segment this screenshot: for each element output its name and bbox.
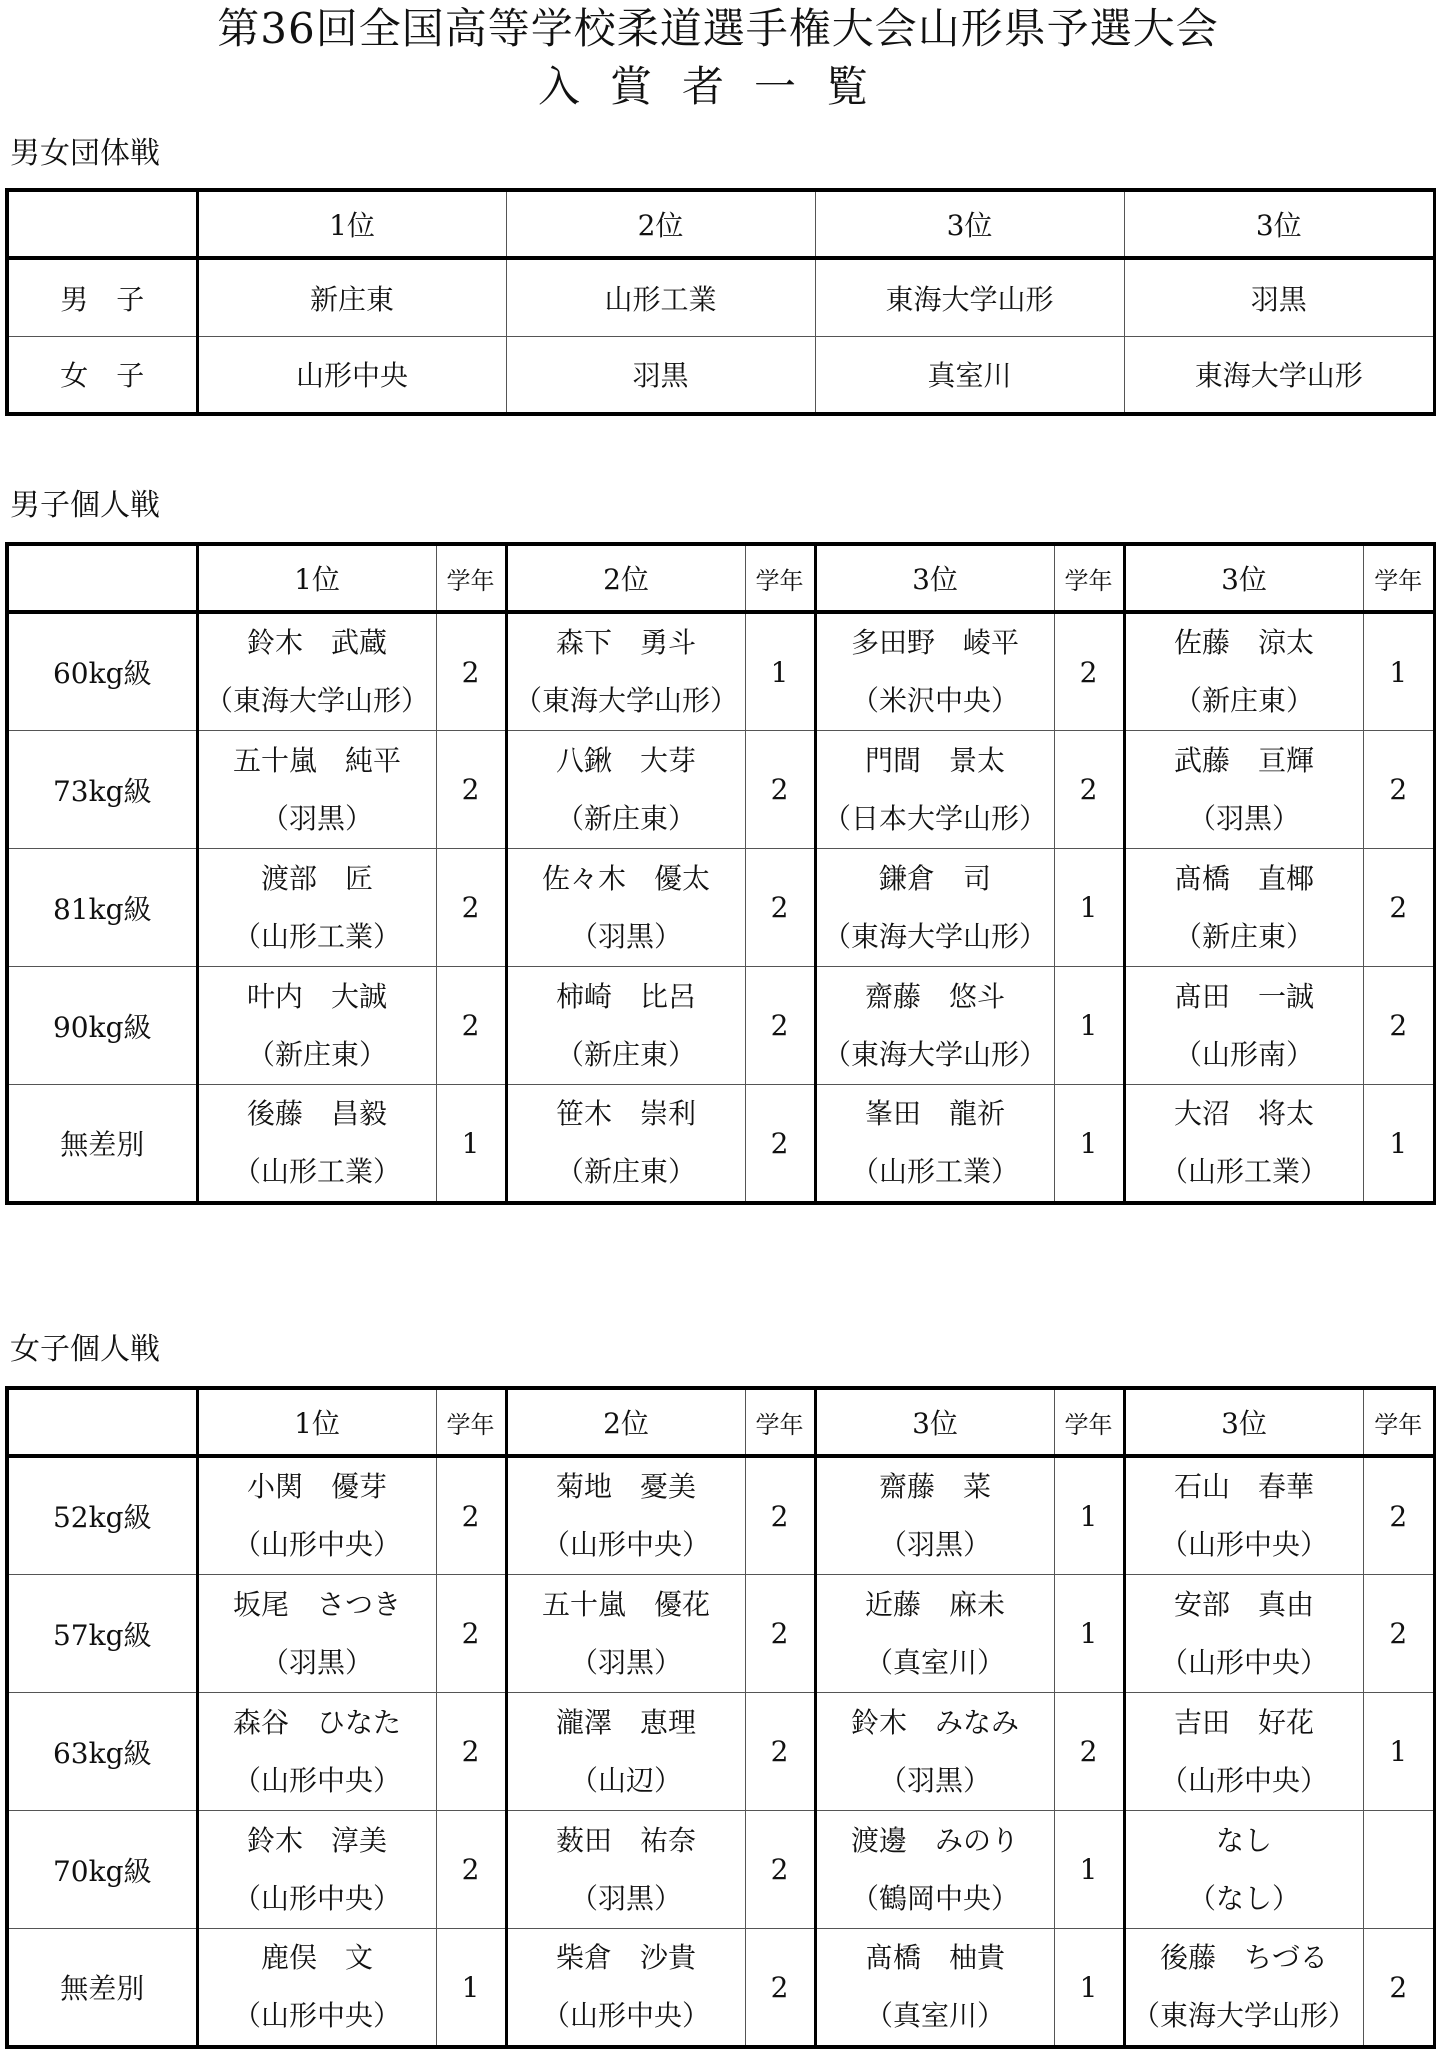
- winner-cell: [815, 1575, 1054, 1693]
- grade-header: 学年: [1363, 544, 1435, 612]
- team-cell: 羽黒: [1124, 258, 1435, 336]
- winner-school: （羽黒）: [1187, 801, 1300, 835]
- grade-header: 学年: [745, 1388, 815, 1456]
- winner-grade: 1: [1054, 1456, 1124, 1575]
- weight-class: 63kg級: [7, 1693, 197, 1811]
- weight-class: 無差別: [7, 1085, 197, 1204]
- winner-grade: 1: [436, 1085, 506, 1204]
- weight-class: 73kg級: [7, 731, 197, 849]
- winner-cell: [1124, 967, 1363, 1085]
- team-table: [5, 188, 1436, 416]
- winner-grade: 1: [1054, 1085, 1124, 1204]
- winner-cell: [1124, 1456, 1363, 1575]
- winner-grade: 2: [745, 1693, 815, 1811]
- men-header-1st: 1位: [197, 544, 436, 612]
- weight-class: 81kg級: [7, 849, 197, 967]
- winner-cell: [1124, 1929, 1363, 2048]
- table-row: [7, 1575, 1435, 1693]
- winner-school: （山形中央）: [1159, 1645, 1328, 1679]
- weight-class: 57kg級: [7, 1575, 197, 1693]
- winner-school: （新庄東）: [555, 1155, 696, 1188]
- winner-name: 八鍬 大芽: [555, 743, 696, 777]
- grade-header: 学年: [436, 544, 506, 612]
- winner-grade: 2: [745, 1085, 815, 1204]
- winner-grade: 2: [745, 1811, 815, 1929]
- team-header-2nd: 2位: [506, 190, 815, 258]
- winner-school: （新庄東）: [246, 1037, 387, 1071]
- winner-school: （山形中央）: [1159, 1528, 1328, 1561]
- winner-grade: 1: [1363, 1085, 1435, 1204]
- winner-grade: [1363, 1811, 1435, 1929]
- weight-class: 無差別: [7, 1929, 197, 2048]
- document-title: 第36回全国高等学校柔道選手権大会山形県予選大会: [217, 4, 1219, 53]
- winner-name: 吉田 好花: [1173, 1705, 1314, 1739]
- winner-cell: [506, 731, 745, 849]
- winner-name: 佐藤 涼太: [1173, 626, 1314, 659]
- grade-header: 学年: [1363, 1388, 1435, 1456]
- team-cell: 山形工業: [506, 258, 815, 336]
- winner-name: 後藤 ちづる: [1160, 1941, 1328, 1974]
- winner-cell: [197, 1575, 436, 1693]
- header-corner: [7, 544, 197, 612]
- winner-name: 峯田 龍祈: [864, 1097, 1005, 1130]
- team-cell: 東海大学山形: [815, 258, 1124, 336]
- winner-school: （羽黒）: [878, 1763, 991, 1797]
- winner-name: 安部 真由: [1173, 1587, 1314, 1621]
- winner-grade: 1: [436, 1929, 506, 2048]
- grade-header: 学年: [1054, 1388, 1124, 1456]
- winner-grade: 2: [436, 967, 506, 1085]
- winner-name: 大沼 将太: [1173, 1097, 1314, 1130]
- team-cell: 山形中央: [197, 336, 506, 414]
- winner-grade: 1: [1054, 1811, 1124, 1929]
- winner-school: （山形中央）: [541, 1999, 710, 2032]
- grade-header: 学年: [436, 1388, 506, 1456]
- winner-name: 渡部 匠: [260, 861, 373, 895]
- team-cell: 東海大学山形: [1124, 336, 1435, 414]
- table-row: [7, 1456, 1435, 1575]
- winner-cell: [197, 1811, 436, 1929]
- winner-school: （山辺）: [569, 1763, 682, 1797]
- team-heading: 男女団体戦: [10, 136, 160, 171]
- winner-school: （山形工業）: [232, 1155, 401, 1188]
- winner-school: （山形中央）: [232, 1999, 401, 2032]
- women-table: [5, 1386, 1436, 2049]
- weight-class: 60kg級: [7, 612, 197, 731]
- winner-cell: [506, 1811, 745, 1929]
- winner-cell: [197, 849, 436, 967]
- winner-school: （羽黒）: [569, 919, 682, 953]
- winner-name: 柴倉 沙貴: [555, 1941, 696, 1974]
- winner-grade: 2: [745, 1575, 815, 1693]
- winner-name: 五十嵐 純平: [232, 743, 401, 777]
- winner-cell: [815, 1811, 1054, 1929]
- winner-name: 齋藤 悠斗: [864, 979, 1005, 1013]
- table-row: [7, 336, 1435, 414]
- winner-school: （新庄東）: [555, 801, 696, 835]
- grade-header: 学年: [745, 544, 815, 612]
- winner-name: 門間 景太: [864, 743, 1005, 777]
- winner-cell: [815, 1929, 1054, 2048]
- weight-class: 52kg級: [7, 1456, 197, 1575]
- winner-school: （羽黒）: [260, 801, 373, 835]
- winner-cell: [197, 1693, 436, 1811]
- winner-school: （山形工業）: [232, 919, 401, 953]
- winner-school: （新庄東）: [1173, 919, 1314, 953]
- winner-name: 森谷 ひなた: [232, 1705, 401, 1739]
- winner-name: 五十嵐 優花: [541, 1587, 710, 1621]
- winner-school: （真室川）: [864, 1645, 1005, 1679]
- women-header-2nd: 2位: [506, 1388, 745, 1456]
- table-row: [7, 1811, 1435, 1929]
- winner-school: （東海大学山形）: [1131, 1999, 1356, 2032]
- team-cell: 真室川: [815, 336, 1124, 414]
- row-label: 女 子: [7, 336, 197, 414]
- winner-name: 石山 春華: [1173, 1470, 1314, 1503]
- winner-name: 小関 優芽: [246, 1470, 387, 1503]
- men-header-3rd-b: 3位: [1124, 544, 1363, 612]
- winner-cell: [1124, 1085, 1363, 1204]
- winner-cell: [197, 731, 436, 849]
- team-cell: 新庄東: [197, 258, 506, 336]
- winner-grade: 2: [436, 849, 506, 967]
- grade-header: 学年: [1054, 544, 1124, 612]
- men-heading: 男子個人戦: [10, 488, 160, 523]
- winner-grade: 2: [1054, 612, 1124, 731]
- winner-school: （羽黒）: [260, 1645, 373, 1679]
- winner-name: 叶内 大誠: [246, 979, 387, 1013]
- weight-class: 70kg級: [7, 1811, 197, 1929]
- winner-name: 髙橋 直椰: [1173, 861, 1314, 895]
- women-header-1st: 1位: [197, 1388, 436, 1456]
- winner-grade: 2: [745, 849, 815, 967]
- winner-name: 鹿俣 文: [260, 1941, 373, 1974]
- winner-cell: [506, 1929, 745, 2048]
- winner-school: （鶴岡中央）: [850, 1881, 1019, 1915]
- winner-grade: 2: [745, 731, 815, 849]
- winner-grade: 1: [1054, 967, 1124, 1085]
- table-row: [7, 612, 1435, 731]
- weight-class: 90kg級: [7, 967, 197, 1085]
- winner-cell: [815, 731, 1054, 849]
- winner-cell: [1124, 1811, 1363, 1929]
- winner-name: 渡邊 みのり: [850, 1823, 1019, 1857]
- winner-name: 薮田 祐奈: [555, 1823, 696, 1857]
- team-header-1st: 1位: [197, 190, 506, 258]
- winner-grade: 2: [436, 1575, 506, 1693]
- header-corner: [7, 190, 197, 258]
- winner-school: （山形中央）: [1159, 1763, 1328, 1797]
- winner-cell: [506, 1456, 745, 1575]
- winner-cell: [506, 967, 745, 1085]
- winner-grade: 1: [1363, 612, 1435, 731]
- winner-school: （新庄東）: [1173, 684, 1314, 717]
- winner-grade: 2: [745, 1456, 815, 1575]
- winner-cell: [506, 849, 745, 967]
- winner-cell: [815, 849, 1054, 967]
- winner-cell: [197, 612, 436, 731]
- winner-cell: [1124, 612, 1363, 731]
- winner-cell: [506, 1693, 745, 1811]
- winner-grade: 1: [745, 612, 815, 731]
- winner-grade: 2: [1363, 1456, 1435, 1575]
- team-header-3rd-a: 3位: [815, 190, 1124, 258]
- winner-name: 鎌倉 司: [878, 861, 991, 895]
- winner-grade: 2: [1054, 1693, 1124, 1811]
- winner-name: 坂尾 さつき: [232, 1587, 401, 1621]
- winner-cell: [815, 1693, 1054, 1811]
- winner-name: 鈴木 みなみ: [850, 1705, 1019, 1739]
- winner-name: 森下 勇斗: [555, 626, 696, 659]
- men-header-2nd: 2位: [506, 544, 745, 612]
- women-header-3rd-b: 3位: [1124, 1388, 1363, 1456]
- row-label: 男 子: [7, 258, 197, 336]
- table-row: [7, 1085, 1435, 1204]
- winner-grade: 2: [1363, 1929, 1435, 2048]
- winner-name: 佐々木 優太: [541, 861, 710, 895]
- men-table: [5, 542, 1436, 1205]
- winner-cell: [197, 967, 436, 1085]
- table-row: [7, 967, 1435, 1085]
- table-row: [7, 258, 1435, 336]
- table-row: [7, 849, 1435, 967]
- winner-grade: 2: [436, 1456, 506, 1575]
- winner-name: 菊地 憂美: [555, 1470, 696, 1503]
- winner-name: 瀧澤 恵理: [555, 1705, 696, 1739]
- winner-name: 後藤 昌毅: [246, 1097, 387, 1130]
- winner-cell: [815, 967, 1054, 1085]
- winner-school: （山形中央）: [232, 1763, 401, 1797]
- winner-school: （山形中央）: [232, 1881, 401, 1915]
- winner-cell: [815, 1456, 1054, 1575]
- winner-school: （羽黒）: [569, 1645, 682, 1679]
- winner-grade: 1: [1054, 849, 1124, 967]
- winner-grade: 2: [1363, 1575, 1435, 1693]
- winner-grade: 2: [1363, 849, 1435, 967]
- winner-grade: 2: [745, 1929, 815, 2048]
- winner-grade: 1: [1054, 1575, 1124, 1693]
- winner-school: （山形工業）: [850, 1155, 1019, 1188]
- women-heading: 女子個人戦: [10, 1332, 160, 1367]
- winner-school: （山形工業）: [1159, 1155, 1328, 1188]
- winner-cell: [197, 1456, 436, 1575]
- winner-school: （真室川）: [864, 1999, 1005, 2032]
- winner-school: （羽黒）: [878, 1528, 991, 1561]
- winner-school: （羽黒）: [569, 1881, 682, 1915]
- winner-grade: 1: [1054, 1929, 1124, 2048]
- winner-grade: 2: [1054, 731, 1124, 849]
- winner-grade: 1: [1363, 1693, 1435, 1811]
- winner-cell: [1124, 1693, 1363, 1811]
- winner-name: なし: [1215, 1823, 1272, 1857]
- winner-school: （なし）: [1187, 1881, 1300, 1915]
- winner-grade: 2: [1363, 967, 1435, 1085]
- winner-name: 髙橋 柚貴: [864, 1941, 1005, 1974]
- winner-school: （東海大学山形）: [204, 684, 429, 717]
- winner-cell: [815, 612, 1054, 731]
- winner-school: （日本大学山形）: [822, 801, 1047, 835]
- winner-grade: 2: [745, 967, 815, 1085]
- women-header-3rd-a: 3位: [815, 1388, 1054, 1456]
- winner-name: 鈴木 武蔵: [246, 626, 387, 659]
- winner-cell: [1124, 731, 1363, 849]
- winner-name: 鈴木 淳美: [246, 1823, 387, 1857]
- team-header-3rd-b: 3位: [1124, 190, 1435, 258]
- winner-name: 髙田 一誠: [1173, 979, 1314, 1013]
- team-cell: 羽黒: [506, 336, 815, 414]
- winner-cell: [1124, 1575, 1363, 1693]
- document-subtitle: 入賞者一覧: [537, 62, 898, 111]
- winner-grade: 2: [436, 1811, 506, 1929]
- winner-name: 齋藤 菜: [878, 1470, 991, 1503]
- winner-grade: 2: [436, 731, 506, 849]
- winner-grade: 2: [436, 1693, 506, 1811]
- winner-cell: [506, 612, 745, 731]
- winner-school: （新庄東）: [555, 1037, 696, 1071]
- winner-school: （山形中央）: [541, 1528, 710, 1561]
- winner-school: （東海大学山形）: [513, 684, 738, 717]
- winner-school: （山形南）: [1173, 1037, 1314, 1071]
- winner-school: （東海大学山形）: [822, 919, 1047, 953]
- winner-cell: [197, 1929, 436, 2048]
- winner-school: （山形中央）: [232, 1528, 401, 1561]
- winner-cell: [1124, 849, 1363, 967]
- table-row: [7, 1693, 1435, 1811]
- winner-name: 柿崎 比呂: [555, 979, 696, 1013]
- winner-cell: [506, 1575, 745, 1693]
- winner-cell: [197, 1085, 436, 1204]
- men-header-3rd-a: 3位: [815, 544, 1054, 612]
- winner-name: 近藤 麻未: [864, 1587, 1005, 1621]
- winner-name: 笹木 崇利: [555, 1097, 696, 1130]
- winner-school: （米沢中央）: [850, 684, 1019, 717]
- winner-name: 武藤 亘輝: [1173, 743, 1314, 777]
- winner-cell: [506, 1085, 745, 1204]
- winner-grade: 2: [436, 612, 506, 731]
- winner-school: （東海大学山形）: [822, 1037, 1047, 1071]
- table-row: [7, 731, 1435, 849]
- winner-grade: 2: [1363, 731, 1435, 849]
- winner-cell: [815, 1085, 1054, 1204]
- header-corner: [7, 1388, 197, 1456]
- table-row: [7, 1929, 1435, 2048]
- winner-name: 多田野 崚平: [850, 626, 1019, 659]
